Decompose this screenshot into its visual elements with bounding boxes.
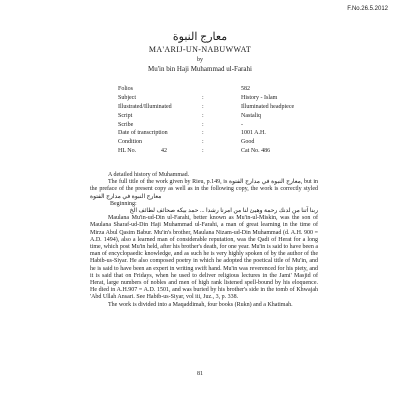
meta-colon: : <box>202 148 204 155</box>
meta-colon: : <box>202 121 204 128</box>
paragraph-structure: The work is divided into a Maqaddimah, four books (Rukn) and a Khatimah. <box>108 301 293 308</box>
page-number: 81 <box>197 371 203 377</box>
meta-key: Scribe <box>118 121 134 128</box>
description-body <box>90 172 318 309</box>
arabic-styled-title: معارج النبوة في مدارج الفتوة <box>90 193 162 200</box>
meta-value: Illuminated headpiece <box>241 103 295 110</box>
paragraph-author-bio: Maulana Mu'in-ud-Din ul-Farahi, better known as Mu'in-ul-Miskin, was the son of Maulana Sharaf-ud-Din Haji Muhammad ul-Farahi, a man of great learning in the time of Mirza Abul Qasim Babur. Mu'in's brother, Maulana Nizam-ud-Din Muhammad (d. A.H. 900 = A.D. 1494), also a learned man of considerable reputation, was the Qadi of Herat for a long time, which post Mu'in held, after his brother's death, for one year. Mu'in is said to have been a man of encyclopaedic knowledge, and as such he is very highly spoken of by the author of the Habib-us-Siyar. He also composed poetry in which he adopted the poetical title of Mu'in, and he is said to have been an expert in writing swift hand. Mu'in was reverenced for his piety, and it is said that on Fridays, when he used to deliver religious lectures in the Jami' Masjid of Herat, large numbers of nobles and men of high rank listened spell-bound by his eloquence. He died in A.H.907 = A.D. 1501, and was buried by his brother's side in the tomb of Khwajah 'Abd Ullah Ansari. See Habib-us-Siyar, vol iii, Juz., 3, p. 338. <box>90 215 318 301</box>
meta-value: Good <box>241 139 255 146</box>
meta-value: 582 <box>241 86 250 92</box>
meta-row-illustrated <box>118 103 338 112</box>
meta-value: History - Islam <box>241 94 278 101</box>
meta-key: Script <box>118 112 133 119</box>
meta-colon: : <box>202 112 204 119</box>
meta-row-hl-no <box>118 147 338 156</box>
metadata-table <box>118 85 338 156</box>
meta-value: 1001 A.H. <box>241 130 266 137</box>
meta-extra: 42 <box>161 148 167 155</box>
meta-colon: : <box>202 94 204 101</box>
by-label: by <box>197 57 203 63</box>
arabic-title: معارج النبوة <box>172 31 228 43</box>
meta-key: Folios <box>118 86 134 92</box>
beginning-label: Beginning: <box>110 200 137 207</box>
meta-row-script <box>118 112 338 121</box>
meta-row-date <box>118 129 338 138</box>
meta-key: Condition <box>118 139 143 146</box>
meta-value: Nastaliq <box>241 112 261 119</box>
title-note-text-2: , but in the preface of the present copy as well as in the following copy, the work is correctly styled <box>90 179 318 193</box>
meta-key: HL No. <box>118 148 137 155</box>
work-title: MA'ARIJ-UN-NABUWWAT <box>148 45 252 54</box>
meta-row-folios <box>118 85 338 94</box>
meta-row-condition <box>118 138 338 147</box>
meta-row-scribe <box>118 121 338 130</box>
file-number: F.No.26.5.2012 <box>347 6 388 12</box>
meta-colon: : <box>202 139 204 146</box>
paragraph-summary: A detailed history of Muhammad. <box>108 172 190 178</box>
meta-colon: : <box>202 130 204 137</box>
title-note-text: The full title of the work given by Rieu, p.149, is <box>108 179 229 186</box>
paragraph-title-note <box>90 179 318 201</box>
meta-key: Subject <box>118 94 136 101</box>
meta-value: - <box>241 121 243 128</box>
meta-value: Cat No. 486 <box>241 148 271 155</box>
meta-key: Illustrated/Illuminated <box>118 103 172 110</box>
meta-key: Date of transcription <box>118 130 168 137</box>
arabic-full-title: معارج النبوة في مدارج الفتوة <box>228 179 301 186</box>
meta-row-subject <box>118 94 338 103</box>
meta-colon: : <box>202 103 204 110</box>
author-name: Mu'in bin Haji Muhammad ul-Farahi <box>148 65 252 73</box>
arabic-opening-line: ربنا آتنا من لدنك رحمة وهيئ لنا من امرنا رشدا ... حمد بيكه صحائف لطائف الخ <box>129 208 318 215</box>
